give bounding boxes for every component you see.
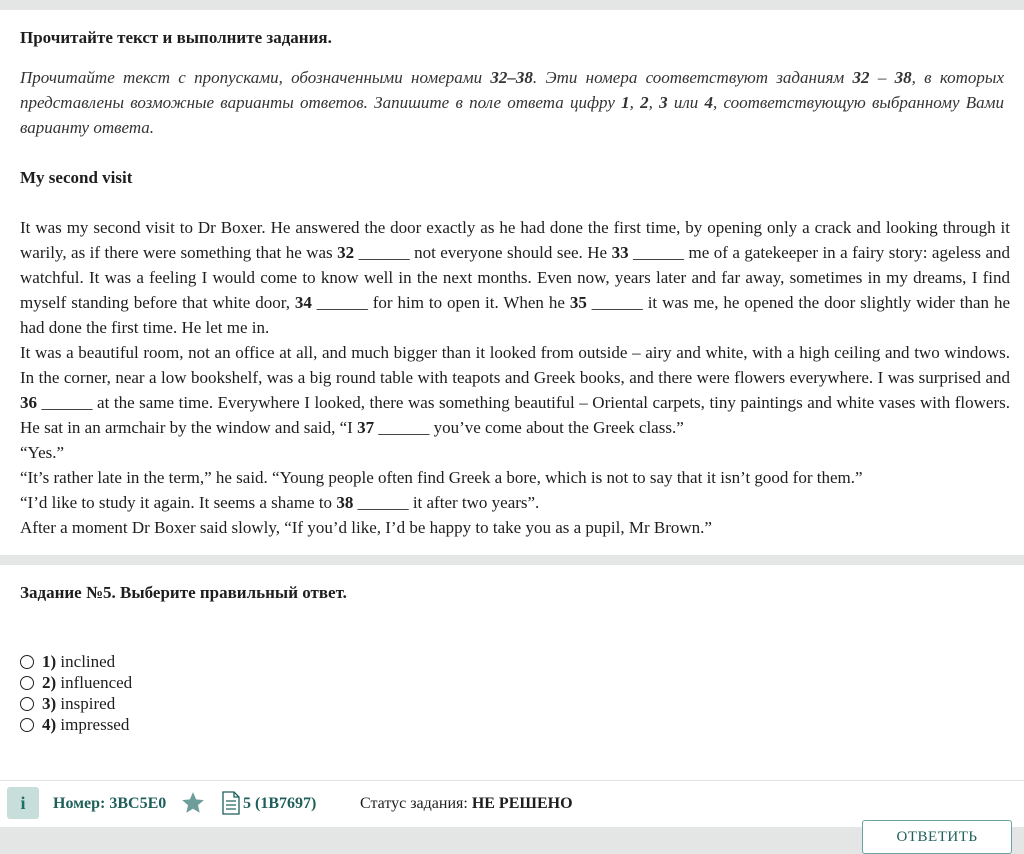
text-run: ______ for him to open it. When he: [311, 293, 570, 312]
text-run: ______ not everyone should see. He: [354, 243, 612, 262]
text-run: , соответствующую выбранному Вами варианту ответа.: [20, 93, 1005, 137]
gap-number: 4: [704, 93, 713, 112]
gap-number: 38: [336, 493, 354, 512]
document-icon: [221, 791, 241, 815]
status: [360, 795, 573, 813]
radio-button[interactable]: [20, 697, 34, 711]
passage-title: My second visit: [20, 168, 133, 187]
text-run: ,: [648, 93, 660, 112]
gap-number: 2: [640, 93, 649, 112]
text-run: ______ me of a gatekeeper in a fairy story: ageless and watchful. It was a feeling I would come to know well in the next months. Even now, years later and far away, sometimes in my dreams, I find myself standing before that white door,: [20, 243, 1011, 312]
text-run: “I’d like to study it again. It seems a shame to: [20, 493, 337, 512]
gap-number: 38: [894, 68, 912, 87]
text-run: –: [869, 68, 895, 87]
passage-paragraph: [20, 340, 1010, 440]
radio-button[interactable]: [20, 655, 34, 669]
text-run: ______ it was me, he opened the door slightly wider than he had done the first time. He let me in.: [20, 293, 1011, 337]
text-heading: Прочитайте текст и выполните задания.: [20, 28, 332, 47]
option-text: inclined: [60, 651, 116, 671]
radio-button[interactable]: [20, 676, 34, 690]
passage-paragraph: [20, 515, 1010, 540]
passage-paragraph: [20, 465, 1010, 490]
task-number: Номер: 3BC5E0: [53, 795, 167, 812]
option-3[interactable]: [20, 693, 132, 714]
status-value: НЕ РЕШЕНО: [471, 795, 573, 812]
answer-options: [20, 651, 132, 735]
radio-button[interactable]: [20, 718, 34, 732]
text-run: . Эти номера соответствуют заданиям: [532, 68, 853, 87]
text-run: или: [667, 93, 705, 112]
option-text: inspired: [60, 693, 116, 713]
text-run: It was a beautiful room, not an office at all, and much bigger than it looked from outside – airy and white, with a high ceiling and two windows. In the corner, near a low bookshelf, was a big round table with teapots and Greek books, and there were flowers everywhere. I was surprised and: [20, 343, 1010, 387]
answer-button[interactable]: ОТВЕТИТЬ: [862, 820, 1012, 854]
text-run: ______ you’ve come about the Greek class.”: [374, 418, 684, 437]
text-run: Прочитайте текст с пропусками, обозначенными номерами: [20, 68, 491, 87]
option-2[interactable]: [20, 672, 132, 693]
passage: [20, 215, 1010, 540]
option-1[interactable]: [20, 651, 132, 672]
text-run: , в которых представлены возможные варианты ответов. Запишите в поле ответа цифру: [20, 68, 1004, 112]
text-run: It was my second visit to Dr Boxer. He answered the door exactly as he had done the first time, by opening only a crack and looking through it warily, as if there were something that he was: [20, 218, 1010, 262]
task-heading: Задание №5. Выберите правильный ответ.: [20, 583, 347, 602]
passage-paragraph: [20, 490, 1010, 515]
gap-number: 1: [621, 93, 630, 112]
text-run: After a moment Dr Boxer said slowly, “If you’d like, I’d be happy to take you as a pupil, Mr Brown.”: [20, 518, 712, 537]
gap-number: 33: [611, 243, 629, 262]
text-run: ,: [629, 93, 641, 112]
gap-number: 37: [357, 418, 375, 437]
text-run: “It’s rather late in the term,” he said. “Young people often find Greek a bore, which is not to say that it isn’t good for them.”: [20, 468, 863, 487]
option-number: 2): [42, 672, 57, 692]
gap-number: 34: [294, 293, 312, 312]
passage-paragraph: [20, 440, 1010, 465]
option-text: impressed: [60, 714, 130, 734]
status-label: Статус задания:: [360, 795, 468, 812]
gap-number: 3: [659, 93, 668, 112]
option-4[interactable]: [20, 714, 132, 735]
text-run: ______ at the same time. Everywhere I looked, there was something beautiful – Oriental carpets, tiny paintings and white vases with flowers. He sat in an armchair by the window and said, “I: [20, 393, 1010, 437]
text-run: ______ it after two years”.: [353, 493, 540, 512]
option-text: influenced: [60, 672, 133, 692]
gap-number: 35: [569, 293, 587, 312]
gap-number: 32: [337, 243, 355, 262]
gap-number: 36: [20, 393, 37, 412]
gap-number: 32–38: [490, 68, 533, 87]
passage-paragraph: [20, 215, 1010, 340]
star-icon[interactable]: [180, 790, 206, 816]
gap-number: 32: [852, 68, 870, 87]
option-number: 3): [42, 693, 57, 713]
instructions: [20, 65, 1004, 140]
info-button[interactable]: i: [7, 787, 39, 819]
text-run: “Yes.”: [20, 443, 65, 462]
option-number: 4): [42, 714, 57, 734]
option-number: 1): [42, 651, 57, 671]
task-link[interactable]: 5 (1B7697): [243, 795, 317, 812]
top-strip: [0, 0, 1024, 10]
